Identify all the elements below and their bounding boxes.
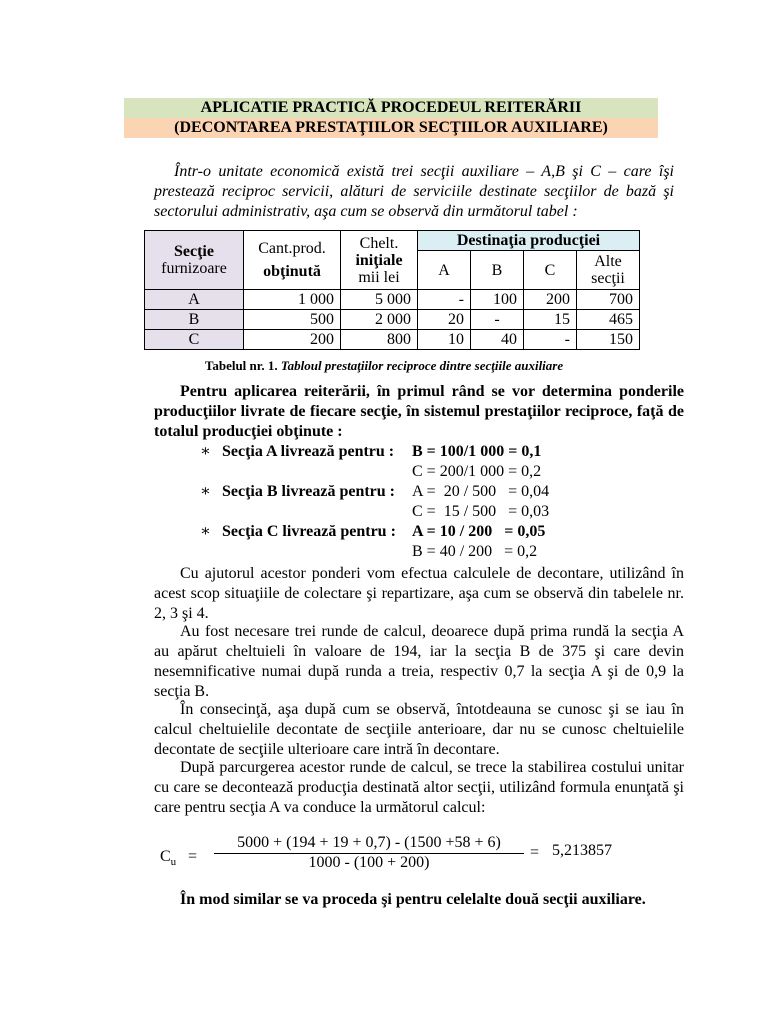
header-sectie <box>145 231 244 290</box>
paragraph-ponderi-text: Pentru aplicarea reiterării, în primul rând se vor determina ponderile producţiilor livrate de fiecare secţie, în sistemul prestaţiilor reciproce, faţă de totalul producţiei obţinute : <box>154 383 684 440</box>
cell-alte: 465 <box>577 310 640 330</box>
formula-lhs-symbol: C <box>160 848 171 865</box>
cell-b: - <box>471 310 524 330</box>
cell-cant: 1 000 <box>244 290 341 310</box>
table-row <box>145 290 640 310</box>
cell-chelt: 800 <box>341 330 418 350</box>
ponderi-list <box>154 442 684 562</box>
paragraph-ponderi <box>154 382 684 442</box>
header-alte-line2: secţii <box>591 270 625 287</box>
cell-b: 100 <box>471 290 524 310</box>
paragraph-ponderi-usage <box>154 564 684 624</box>
page-subtitle: (DECONTAREA PRESTAŢIILOR SECŢIILOR AUXILIARE) <box>124 118 658 138</box>
prestatii-table <box>144 230 640 350</box>
list-item-equation: B = 40 / 200 = 0,2 <box>412 543 538 560</box>
list-item <box>154 522 684 542</box>
list-item-label: Secţia B livrează pentru : <box>222 483 396 500</box>
paragraph-cost-unitar <box>154 758 684 818</box>
intro-paragraph <box>154 162 674 222</box>
bullet-star-icon: ∗ <box>200 483 211 500</box>
header-b: B <box>471 251 524 290</box>
paragraph-runde <box>154 622 684 702</box>
formula-lhs <box>160 848 176 868</box>
cell-alte: 700 <box>577 290 640 310</box>
cell-c: 15 <box>524 310 577 330</box>
page-title: APLICATIE PRACTICĂ PROCEDEUL REITERĂRII <box>124 98 658 118</box>
paragraph-text: După parcurgerea acestor runde de calcul, se trece la stabilirea costului unitar cu care se decontează producţia destinată altor secţii, utilizând formula enunţată şi care pentru secţia A va conduce la următorul calcul: <box>154 759 684 816</box>
list-item <box>154 502 684 522</box>
header-chelt-line1: Chelt. <box>359 234 399 252</box>
cost-formula <box>160 828 680 888</box>
header-a: A <box>418 251 471 290</box>
header-destinatia: Destinaţia producţiei <box>418 231 640 251</box>
cell-a: 20 <box>418 310 471 330</box>
header-sectie-line1: Secţie <box>174 243 214 260</box>
cell-c: - <box>524 330 577 350</box>
header-cant-line2: obţinută <box>263 263 321 280</box>
cell-a: - <box>418 290 471 310</box>
list-item-equation: C = 200/1 000 = 0,2 <box>412 463 542 480</box>
table-row <box>145 310 640 330</box>
list-item-equation: A = 10 / 200 = 0,05 <box>412 523 546 540</box>
list-item <box>154 482 684 502</box>
header-chelt <box>341 231 418 290</box>
caption-prefix: Tabelul nr. 1. <box>204 358 278 373</box>
cell-chelt: 2 000 <box>341 310 418 330</box>
header-chelt-line3: mii lei <box>358 268 400 286</box>
cell-cant: 500 <box>244 310 341 330</box>
list-item <box>154 542 684 562</box>
list-item-label: Secţia C livrează pentru : <box>222 523 396 540</box>
list-item-label: Secţia A livrează pentru : <box>222 443 395 460</box>
paragraph-text: Cu ajutorul acestor ponderi vom efectua calculele de decontare, utilizând în acest scop situaţiile de colectare şi repartizare, aşa cum se observă din tabelele nr. 2, 3 şi 4. <box>154 565 684 622</box>
formula-equals: = <box>188 848 198 865</box>
cell-sectie: B <box>145 310 244 330</box>
bullet-star-icon: ∗ <box>200 443 211 460</box>
table-row <box>145 330 640 350</box>
cell-sectie: A <box>145 290 244 310</box>
header-sectie-line2: furnizoare <box>161 260 227 277</box>
formula-lhs-subscript: u <box>170 856 177 869</box>
paragraph-consecinta <box>154 700 684 760</box>
paragraph-text: Au fost necesare trei runde de calcul, deoarece după prima rundă la secţia A au apărut cheltuieli în valoare de 194, iar la secţia B de 375 şi care devin nesemnificative numai după runda a treia, respectiv 0,7 la secţia A şi de 0,9 la secţia B. <box>154 623 684 700</box>
list-item-equation: C = 15 / 500 = 0,03 <box>412 503 550 520</box>
cell-chelt: 5 000 <box>341 290 418 310</box>
bullet-star-icon: ∗ <box>200 523 211 540</box>
list-item-equation: B = 100/1 000 = 0,1 <box>412 443 542 460</box>
paragraph-text: În consecinţă, aşa după cum se observă, întotdeauna se cunosc şi se iau în calcul cheltuielile decontate de secţiile anterioare, dar nu se cunosc cheltuielile decontate de secţiile ulterioare care intră în decontare. <box>154 701 684 758</box>
intro-text: Într-o unitate economică există trei secţii auxiliare – A,B şi C – care îşi prestează reciproc servicii, alături de serviciile destinate secţiilor de bază şi sectorului administrativ, aşa cum se observă din următorul tabel : <box>154 163 674 220</box>
cell-alte: 150 <box>577 330 640 350</box>
formula-result: 5,213857 <box>552 842 612 859</box>
formula-equals-result: = <box>530 844 540 861</box>
final-paragraph: În mod similar se va proceda şi pentru celelalte două secţii auxiliare. <box>180 891 646 908</box>
cell-cant: 200 <box>244 330 341 350</box>
cell-c: 200 <box>524 290 577 310</box>
cell-a: 10 <box>418 330 471 350</box>
header-cant-line1: Cant.prod. <box>258 240 326 257</box>
header-alte-line1: Alte <box>594 253 622 270</box>
cell-sectie: C <box>145 330 244 350</box>
header-c: C <box>524 251 577 290</box>
caption-text: Tabloul prestaţiilor reciproce dintre secţiile auxiliare <box>280 358 564 373</box>
formula-denominator: 1000 - (100 + 200) <box>308 854 430 871</box>
header-chelt-line2: iniţiale <box>355 251 403 269</box>
header-alte <box>577 251 640 290</box>
table-caption <box>0 358 768 374</box>
formula-numerator: 5000 + (194 + 19 + 0,7) - (1500 +58 + 6) <box>237 834 501 851</box>
list-item <box>154 462 684 482</box>
list-item <box>154 442 684 462</box>
header-cant <box>244 231 341 290</box>
list-item-equation: A = 20 / 500 = 0,04 <box>412 483 550 500</box>
cell-b: 40 <box>471 330 524 350</box>
